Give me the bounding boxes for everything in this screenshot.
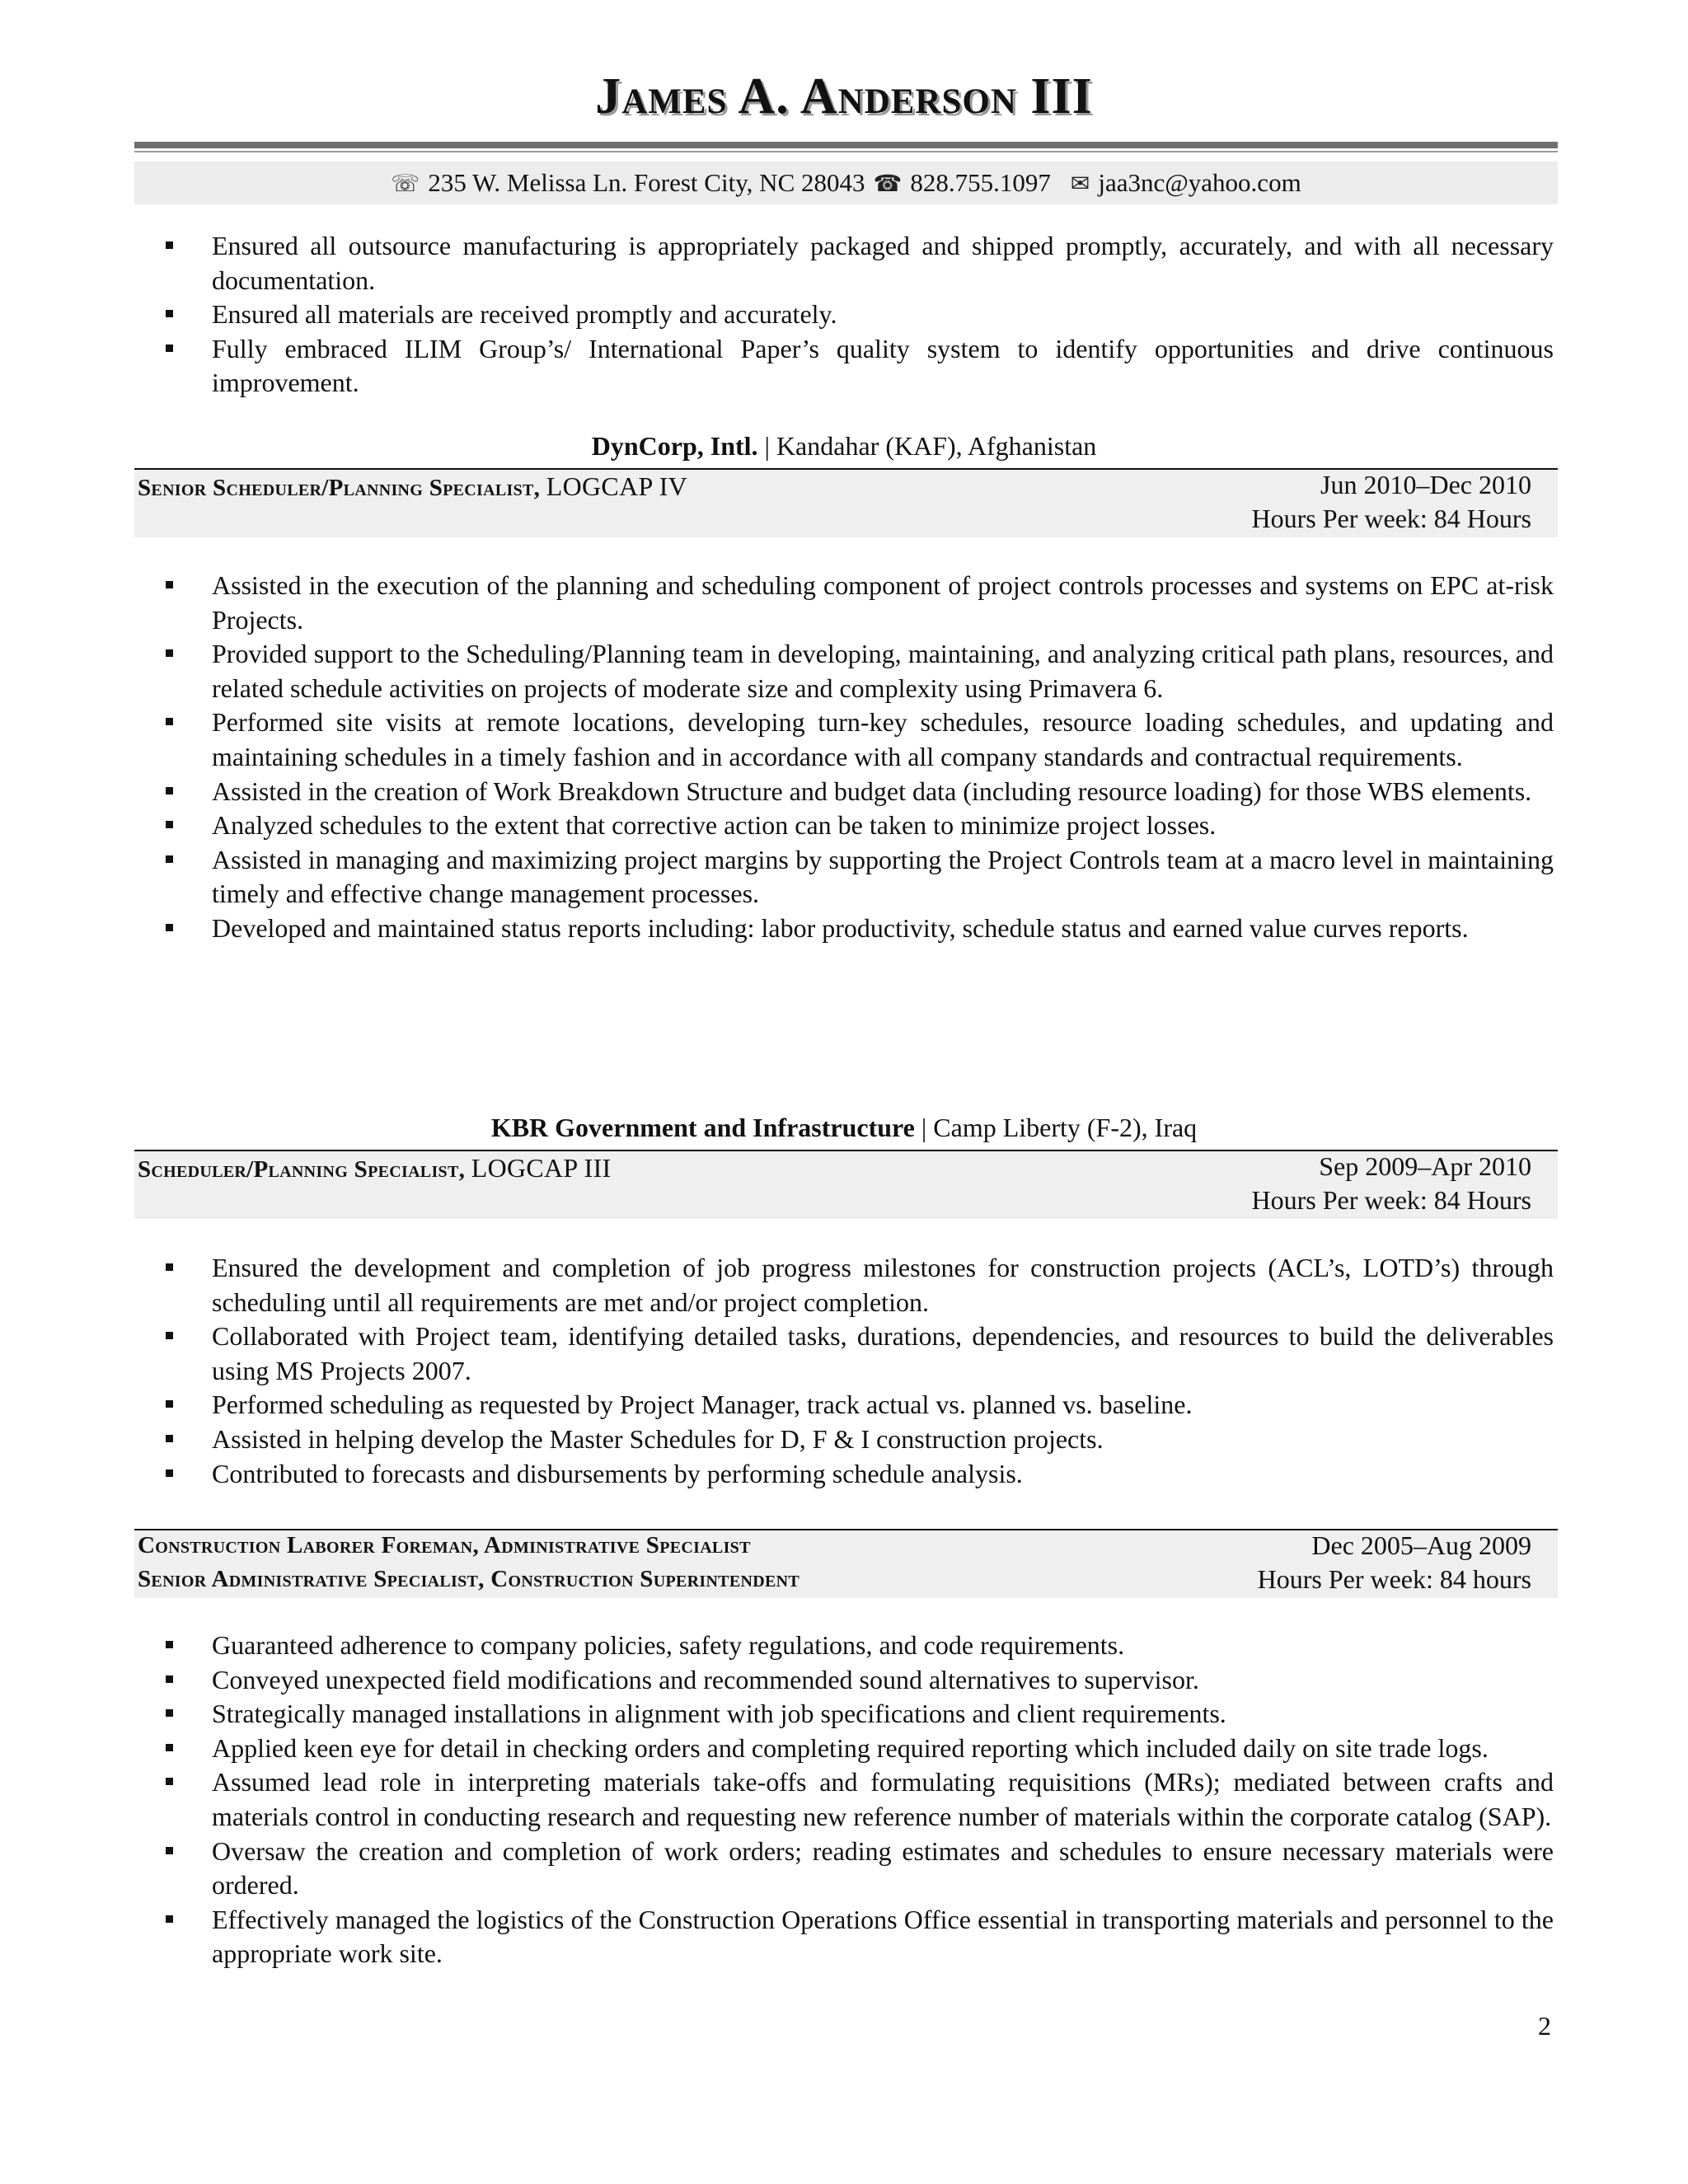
company-location: | Camp Liberty (F-2), Iraq <box>921 1113 1198 1142</box>
list-item: Analyzed schedules to the extent that corrective action can be taken to minimize project losses. <box>161 808 1554 843</box>
list-item: Guaranteed adherence to company policies, safety regulations, and code requirements. <box>161 1629 1554 1663</box>
list-item: Ensured all materials are received promptly and accurately. <box>161 298 1554 332</box>
list-item: Assisted in managing and maximizing project margins by supporting the Project Controls team at a macro level in maintaining timely and effective change management processes. <box>161 843 1554 912</box>
contact-email[interactable]: jaa3nc@yahoo.com <box>1098 168 1301 197</box>
list-item: Assisted in helping develop the Master Schedules for D, F & I construction projects. <box>161 1422 1554 1457</box>
telephone-icon: ☎ <box>873 169 903 197</box>
position-header <box>134 1150 1558 1219</box>
job-bullet-list <box>161 1251 1554 1491</box>
position-title-text: Scheduler/Planning Specialist, <box>138 1156 466 1183</box>
list-item: Oversaw the creation and completion of work orders; reading estimates and schedules to ensure necessary materials were ordered. <box>161 1835 1554 1903</box>
list-item: Fully embraced ILIM Group’s/ International Paper’s quality system to identify opportunities and drive continuous improvement. <box>161 332 1554 401</box>
company-line <box>0 431 1688 462</box>
position-title: Construction Laborer Foreman, Administrative Specialist <box>138 1532 751 1558</box>
position-header <box>134 468 1558 537</box>
list-item: Effectively managed the logistics of the Construction Operations Office essential in transporting materials and personnel to the appropriate work site. <box>161 1903 1554 1971</box>
contact-address: 235 W. Melissa Ln. Forest City, NC 28043 <box>428 168 865 197</box>
list-item: Assisted in the execution of the planning and scheduling component of project controls processes and systems on EPC at-risk Projects. <box>161 569 1554 637</box>
contact-phone: 828.755.1097 <box>910 168 1051 197</box>
job-bullet-list <box>161 569 1554 946</box>
list-item: Collaborated with Project team, identifying detailed tasks, durations, dependencies, and resources to build the deliverables using MS Projects 2007. <box>161 1319 1554 1388</box>
list-item: Provided support to the Scheduling/Planning team in developing, maintaining, and analyzing critical path plans, resources, and related schedule activities on projects of moderate size and complexity using Primavera 6. <box>161 637 1554 705</box>
position-title-secondary: Senior Administrative Specialist, Construction Superintendent <box>138 1566 799 1592</box>
envelope-icon: ✉ <box>1070 169 1090 197</box>
list-item: Conveyed unexpected field modifications and recommended sound alternatives to supervisor. <box>161 1663 1554 1698</box>
position-title <box>138 471 687 502</box>
page-number: 2 <box>1538 2011 1551 2041</box>
candidate-name: James A. Anderson III <box>595 68 1093 124</box>
position-hours: Hours Per week: 84 hours <box>1257 1564 1531 1594</box>
position-hours: Hours Per week: 84 Hours <box>1251 1185 1531 1215</box>
list-item: Ensured all outsource manufacturing is appropriately packaged and shipped promptly, accurately, and with all necessary documentation. <box>161 229 1554 298</box>
list-item: Developed and maintained status reports including: labor productivity, schedule status and earned value curves reports. <box>161 912 1554 946</box>
list-item: Contributed to forecasts and disbursements by performing schedule analysis. <box>161 1457 1554 1492</box>
position-title-text: Senior Scheduler/Planning Specialist, <box>138 475 541 501</box>
position-dates: Sep 2009–Apr 2010 <box>1319 1151 1531 1181</box>
position-title <box>138 1153 612 1183</box>
list-item: Strategically managed installations in alignment with job specifications and client requirements. <box>161 1697 1554 1732</box>
company-location: | Kandahar (KAF), Afghanistan <box>764 431 1097 461</box>
list-item: Ensured the development and completion of job progress milestones for construction projects (ACL’s, LOTD’s) through scheduling until all requirements are met and/or project completion. <box>161 1251 1554 1319</box>
list-item: Applied keen eye for detail in checking orders and completing required reporting which included daily on site trade logs. <box>161 1732 1554 1766</box>
job-bullet-list <box>161 1629 1554 1971</box>
position-dates: Jun 2010–Dec 2010 <box>1320 470 1531 499</box>
header-rule-thin <box>134 151 1558 152</box>
list-item: Performed site visits at remote locations, developing turn-key schedules, resource loading schedules, and updating and maintaining schedules in a timely fashion and in accordance with all company standards and contractual requirements. <box>161 705 1554 774</box>
phone-address-icon: ☏ <box>391 169 420 197</box>
list-item: Assumed lead role in interpreting materials take-offs and formulating requisitions (MRs); mediated between crafts and materials control in conducting research and requesting new reference number of materials within the corporate catalog (SAP). <box>161 1765 1554 1834</box>
company-name: DynCorp, Intl. <box>591 431 758 461</box>
contact-bar <box>134 162 1558 204</box>
company-line <box>0 1113 1688 1143</box>
position-program: LOGCAP III <box>471 1153 612 1183</box>
intro-bullet-list <box>161 229 1554 401</box>
position-program: LOGCAP IV <box>546 471 688 501</box>
position-header <box>134 1529 1558 1598</box>
position-dates: Dec 2005–Aug 2009 <box>1311 1530 1531 1560</box>
list-item: Assisted in the creation of Work Breakdown Structure and budget data (including resource loading) for those WBS elements. <box>161 775 1554 809</box>
header-rule <box>134 142 1558 148</box>
list-item: Performed scheduling as requested by Project Manager, track actual vs. planned vs. baseline. <box>161 1388 1554 1422</box>
position-hours: Hours Per week: 84 Hours <box>1251 504 1531 533</box>
company-name: KBR Government and Infrastructure <box>490 1113 915 1142</box>
